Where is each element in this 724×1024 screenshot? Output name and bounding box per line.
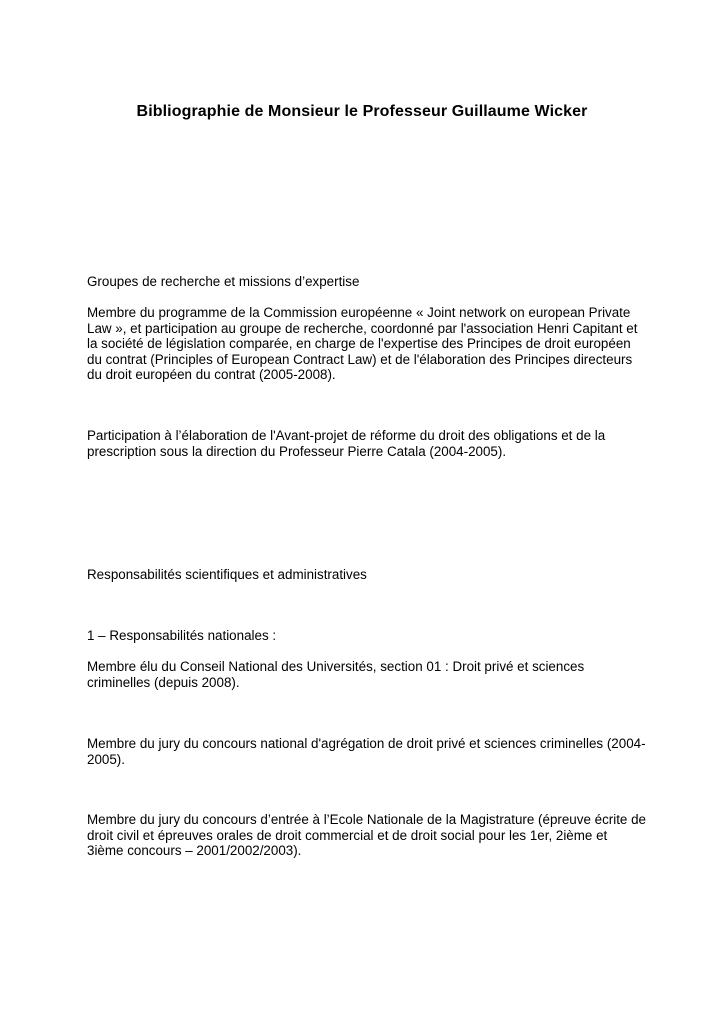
section-heading-responsibilities: Responsabilités scientifiques et administratives <box>87 567 367 582</box>
document-title: Bibliographie de Monsieur le Professeur Guillaume Wicker <box>136 103 588 120</box>
section-heading-research-groups: Groupes de recherche et missions d’expertise <box>87 274 360 289</box>
paragraph-commission-program: Membre du programme de la Commission européenne « Joint network on european Private Law », et participation au groupe de recherche, coordonné par l'association Henri Capitant et la société de législation comparée, en charge de l'expertise des Principes de droit européen du contrat (Principles of European Contract Law) et de l'élaboration des Principes directeurs du droit européen du contrat (2005-2008). <box>87 305 638 383</box>
subheading-national-responsibilities: 1 – Responsabilités nationales : <box>87 628 277 643</box>
paragraph-cnu-member: Membre élu du Conseil National des Universités, section 01 : Droit privé et sciences criminelles (depuis 2008). <box>87 659 585 690</box>
paragraph-avant-projet: Participation à l’élaboration de l'Avant-projet de réforme du droit des obligations et de la prescription sous la direction du Professeur Pierre Catala (2004-2005). <box>87 428 606 459</box>
paragraph-enm-jury: Membre du jury du concours d’entrée à l’Ecole Nationale de la Magistrature (épreuve écrite de droit civil et épreuves orales de droit commercial et de droit social pour les 1er, 2ième et 3ième concours – 2001/2002/2003). <box>87 812 646 859</box>
paragraph-agregation-jury: Membre du jury du concours national d'agrégation de droit privé et sciences criminelles (2004-2005). <box>87 736 646 767</box>
